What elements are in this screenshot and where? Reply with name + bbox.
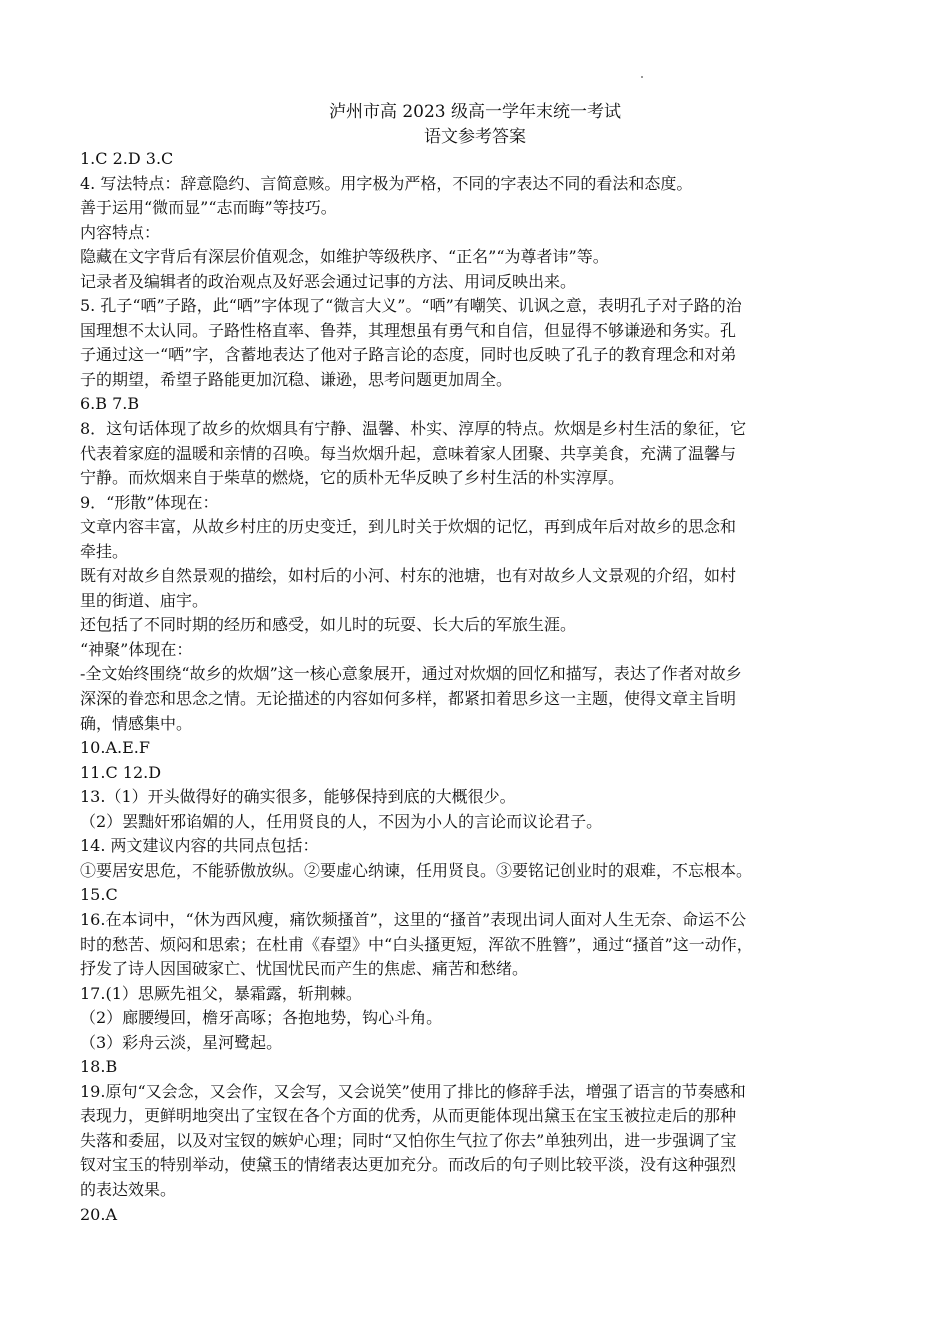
answer-line: 20.A: [80, 1204, 117, 1224]
answer-line: 19.原句“又会念，又会作，又会写，又会说笑”使用了排比的修辞手法，增强了语言的节奏感和: [80, 1081, 746, 1101]
answer-line: 代表着家庭的温暖和亲情的召唤。每当炊烟升起，意味着家人团聚、共享美食，充满了温馨与: [80, 443, 737, 463]
answer-line: 10.A.E.F: [80, 738, 150, 758]
answer-line: 8．这句话体现了故乡的炊烟具有宁静、温馨、朴实、淳厚的特点。炊烟是乡村生活的象征，它: [80, 419, 747, 439]
answer-line: 记录者及编辑者的政治观点及好恶会通过记事的方法、用词反映出来。: [80, 271, 577, 291]
answer-line: （3）彩舟云淡，星河鹭起。: [80, 1032, 283, 1052]
answer-line: 抒发了诗人因国破家亡、忧国忧民而产生的焦虑、痛苦和愁绪。: [80, 959, 529, 979]
answer-line: 16.在本词中，“休为西风瘦，痛饮频搔首”，这里的“搔首”表现出词人面对人生无奈、命运不公: [80, 909, 747, 929]
answer-line: 文章内容丰富，从故乡村庄的历史变迁，到儿时关于炊烟的记忆，再到成年后对故乡的思念和: [80, 517, 737, 537]
answer-line: 14. 两文建议内容的共同点包括：: [80, 836, 319, 856]
answer-line: 确，情感集中。: [80, 713, 193, 733]
scan-mark: [641, 76, 643, 78]
answer-line: -全文始终围绕“故乡的炊烟”这一核心意象展开，通过对炊烟的回忆和描写，表达了作者对故乡: [80, 664, 742, 684]
answer-line: “神聚”体现在：: [80, 639, 193, 659]
answer-line: 子通过这一“哂”字，含蓄地表达了他对子路言论的态度，同时也反映了孔子的教育理念和对弟: [80, 345, 737, 365]
answer-line: ①要居安思危，不能骄傲放纵。②要虚心纳谏，任用贤良。③要铭记创业时的艰难，不忘根本。: [80, 860, 753, 880]
document-subtitle: 语文参考答案: [424, 127, 526, 147]
answer-line: 国理想不太认同。子路性格直率、鲁莽，其理想虽有勇气和自信，但显得不够谦逊和务实。孔: [80, 320, 737, 340]
answer-line: 钗对宝玉的特别举动，使黛玉的情绪表达更加充分。而改后的句子则比较平淡，没有这种强烈: [80, 1155, 737, 1175]
answer-line: 牵挂。: [80, 541, 129, 561]
answer-line: （2）罢黜奸邪谄媚的人，任用贤良的人，不因为小人的言论而议论君子。: [80, 811, 603, 831]
answer-line: 4. 写法特点：辞意隐约、言简意赅。用字极为严格，不同的字表达不同的看法和态度。: [80, 173, 693, 193]
header: [0, 100, 950, 150]
answer-line: （2）廊腰缦回，檐牙高啄；各抱地势，钩心斗角。: [80, 1008, 443, 1028]
document-title: 泸州市高 2023 级高一学年末统一考试: [328, 102, 622, 122]
answer-line: 内容特点：: [80, 222, 161, 242]
answer-line: 深深的眷恋和思念之情。无论描述的内容如何多样，都紧扣着思乡这一主题，使得文章主旨明: [80, 689, 737, 709]
answer-line: 隐藏在文字背后有深层价值观念，如维护等级秩序、“正名”“为尊者讳”等。: [80, 247, 609, 267]
answer-line: 里的街道、庙宇。: [80, 590, 209, 610]
answer-body: [80, 147, 880, 1227]
answer-line: 17.(1）思厥先祖父，暴霜露，斩荆棘。: [80, 983, 362, 1003]
answer-line: 11.C 12.D: [80, 762, 162, 782]
answer-line: 9．“形散”体现在：: [80, 492, 219, 512]
answer-line: 既有对故乡自然景观的描绘，如村后的小河、村东的池塘，也有对故乡人文景观的介绍，如村: [80, 566, 737, 586]
answer-line: 表现力，更鲜明地突出了宝钗在各个方面的优秀，从而更能体现出黛玉在宝玉被拉走后的那种: [80, 1106, 737, 1126]
answer-line: 善于运用“微而显”“志而晦”等技巧。: [80, 198, 337, 218]
answer-line: 5. 孔子“哂”子路，此“哂”字体现了“微言大义”。“哂”有嘲笑、讥讽之意，表明孔子对子路的治: [80, 296, 742, 316]
answer-line: 的表达效果。: [80, 1179, 177, 1199]
answer-line: 子的期望，希望子路能更加沉稳、谦逊，思考问题更加周全。: [80, 369, 513, 389]
answer-line: 18.B: [80, 1057, 118, 1077]
answer-line: 时的愁苦、烦闷和思索；在杜甫《春望》中“白头搔更短，浑欲不胜簪”，通过“搔首”这一动作，: [80, 934, 753, 954]
answer-line: 6.B 7.B: [80, 394, 140, 414]
answer-line: 13.（1）开头做得好的确实很多，能够保持到底的大概很少。: [80, 787, 516, 807]
answer-line: 还包括了不同时期的经历和感受，如儿时的玩耍、长大后的军旅生涯。: [80, 615, 577, 635]
answer-line: 失落和委屈，以及对宝钗的嫉妒心理；同时“又怕你生气拉了你去”单独列出，进一步强调了宝: [80, 1130, 737, 1150]
answer-line: 宁静。而炊烟来自于柴草的燃烧，它的质朴无华反映了乡村生活的朴实淳厚。: [80, 468, 625, 488]
answer-line: 1.C 2.D 3.C: [80, 149, 174, 168]
answer-line: 15.C: [80, 885, 118, 905]
